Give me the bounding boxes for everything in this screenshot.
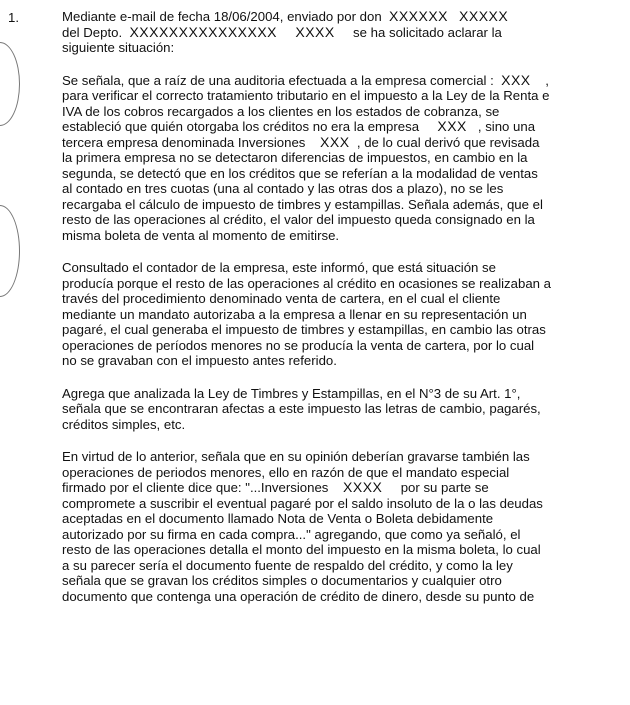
text-line: pagaré, el cual generaba el impuesto de timbres y estampillas, en cambio las otras: [62, 322, 546, 337]
text-line: En virtud de lo anterior, señala que en su opinión deberían gravarse también las: [62, 449, 530, 464]
text-fragment: , de lo cual derivó que revisada: [356, 134, 540, 150]
official-seal-stamp-fragment: [0, 42, 20, 126]
text-line: la primera empresa no se detectaron diferencias de impuestos, en cambio en la: [62, 150, 528, 165]
text-fragment: por su parte se: [400, 480, 489, 495]
text-line: no se gravaban con el impuesto antes referido.: [62, 353, 337, 368]
text-line: [62, 25, 582, 41]
text-line: producía porque el resto de las operaciones al crédito en ocasiones se realizaban a: [62, 275, 551, 291]
text-line: segunda, se detectó que en los créditos que se referían a la modalidad de ventas: [62, 165, 538, 181]
text-line: autorizado por su firma en cada compra..." agregando, que como ya señaló, el: [62, 526, 521, 542]
redacted-company: XXX: [501, 71, 531, 88]
text-line: señala que se encontraran afectas a este impuesto las letras de cambio, pagarés,: [62, 401, 541, 416]
text-line: misma boleta de venta al momento de emitirse.: [62, 227, 340, 243]
text-line: Consultado el contador de la empresa, este informó, que está situación se: [62, 260, 496, 275]
text-fragment: , sino una: [477, 119, 536, 134]
paragraph-request: [62, 9, 582, 56]
text-line: siguiente situación:: [62, 40, 175, 55]
text-line: [62, 119, 582, 135]
text-line: para verificar el correcto tratamiento tributario en el impuesto a la Ley de la Renta e: [62, 88, 550, 103]
text-fragment: estableció que quién otorgaba los créditos no era la empresa: [62, 119, 420, 134]
text-line: créditos simples, etc.: [62, 416, 186, 432]
text-line: [62, 480, 582, 496]
text-line: través del procedimiento denominado venta de cartera, en el cual el cliente: [62, 291, 501, 306]
redacted-company: XXX: [320, 133, 350, 150]
text-line: [62, 73, 582, 89]
text-line: operaciones de periodos menores, ello en razón de que el mandato especial: [62, 464, 510, 480]
paragraph-stamp-law: [62, 386, 582, 433]
text-fragment: firmado por el cliente dice que: "...Inversiones: [62, 480, 329, 495]
item-number: 1.: [8, 10, 19, 25]
text-line: resto de las operaciones detalla el monto del impuesto en la misma boleta, lo cual: [62, 542, 541, 557]
text-line: señala que se gravan los créditos simples o documentarios y cualquier otro: [62, 573, 502, 588]
text-line: compromete a suscribir el eventual pagaré por el saldo insoluto de la o las deudas: [62, 495, 543, 511]
text-line: mediante un mandato autorizaba a la empresa a llenar en su representación un: [62, 306, 527, 322]
text-line: al contado en tres cuotas (una al contado y las otras dos a plazo), no se les: [62, 181, 504, 196]
text-line: Agrega que analizada la Ley de Timbres y Estampillas, en el N°3 de su Art. 1°,: [62, 385, 521, 401]
text-line: operaciones de períodos menores no se producía la venta de cartera, por lo cual: [62, 337, 535, 353]
text-fragment: Mediante e-mail de fecha 18/06/2004, enviado por don: [62, 9, 382, 24]
text-fragment: Se señala, que a raíz de una auditoria efectuada a la empresa comercial :: [62, 72, 494, 88]
text-line: [62, 135, 582, 151]
paragraph-opinion: [62, 449, 582, 604]
paragraph-accountant: [62, 260, 582, 369]
redacted-company: XXXX: [343, 479, 383, 495]
redacted-department-suffix: XXXX: [295, 23, 335, 40]
text-line: a su parecer sería el documento fuente de respaldo del crédito, y como la ley: [62, 557, 513, 573]
redacted-surname: XXXXX: [459, 8, 509, 24]
paragraph-audit: [62, 73, 582, 244]
redacted-company: XXX: [437, 118, 467, 134]
text-fragment: ,: [545, 72, 549, 88]
text-fragment: del Depto.: [62, 24, 123, 40]
document-body: [62, 9, 582, 604]
redacted-name: XXXXXX: [388, 8, 449, 24]
text-line: [62, 9, 582, 25]
text-line: resto de las operaciones al crédito, el valor del impuesto queda consignado en la: [62, 212, 535, 227]
text-line: recargaba el cálculo de impuesto de timbres y estampillas. Señala además, que el: [62, 196, 543, 212]
text-line: IVA de los cobros recargados a los clientes en los estados de cobranza, se: [62, 103, 500, 119]
redacted-department-code: XXXXXXXXXXXXXXX: [129, 23, 278, 40]
text-fragment: tercera empresa denominada Inversiones: [62, 134, 306, 150]
text-line: documento que contenga una operación de crédito de dinero, desde su punto de: [62, 588, 535, 604]
text-fragment: se ha solicitado aclarar la: [353, 24, 502, 40]
official-seal-stamp-fragment: [0, 205, 20, 297]
text-line: aceptadas en el documento llamado Nota de Venta o Boleta debidamente: [62, 511, 494, 526]
